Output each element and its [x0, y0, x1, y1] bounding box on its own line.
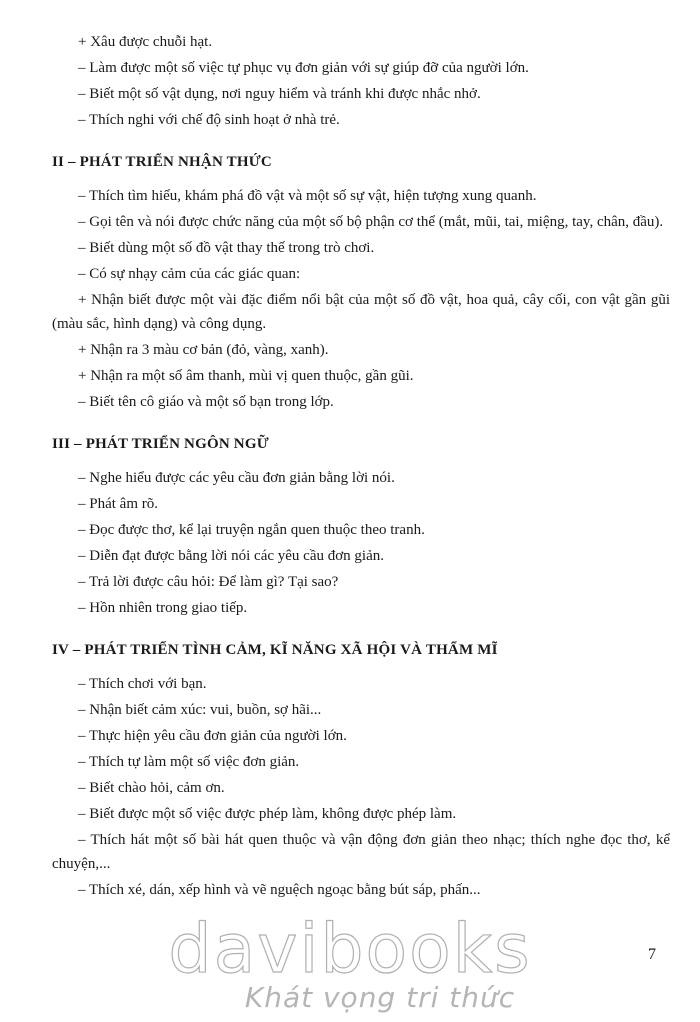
list-item: + Nhận ra 3 màu cơ bản (đỏ, vàng, xanh). [78, 342, 329, 358]
list-item: – Thích nghi với chế độ sinh hoạt ở nhà trẻ. [78, 112, 340, 128]
section-social-emotional-development [52, 638, 670, 902]
list-item: – Diễn đạt được bằng lời nói các yêu cầu đơn giản. [78, 548, 384, 564]
list-item: – Làm được một số việc tự phục vụ đơn giản với sự giúp đỡ của người lớn. [78, 60, 529, 76]
list-item: – Biết tên cô giáo và một số bạn trong lớp. [78, 394, 334, 410]
list-item: – Biết được một số việc được phép làm, không được phép làm. [78, 806, 457, 822]
list-item: – Biết dùng một số đồ vật thay thế trong trò chơi. [78, 240, 375, 256]
list-item: – Nghe hiểu được các yêu cầu đơn giản bằng lời nói. [78, 470, 395, 486]
list-item: – Thích tự làm một số việc đơn giản. [78, 754, 300, 770]
list-item: – Hồn nhiên trong giao tiếp. [78, 600, 248, 616]
section-language-development [52, 432, 670, 620]
list-item: – Thích xé, dán, xếp hình và vẽ nguệch ngoạc bằng bút sáp, phấn... [78, 882, 481, 898]
list-item: + Xâu được chuỗi hạt. [78, 34, 213, 50]
list-item: – Nhận biết cảm xúc: vui, buồn, sợ hãi... [78, 702, 322, 718]
section-heading: IV – PHÁT TRIỂN TÌNH CẢM, KĨ NĂNG XÃ HỘI VÀ THẨM MĨ [52, 642, 498, 658]
section-heading: II – PHÁT TRIỂN NHẬN THỨC [52, 154, 272, 170]
list-item: + Nhận biết được một vài đặc điểm nổi bật của một số đồ vật, hoa quả, cây cối, con vật gần gũi (màu sắc, hình dạng) và công dụng. [52, 292, 670, 332]
page-content [52, 30, 670, 904]
page-number: 7 [648, 946, 656, 963]
watermark [0, 912, 700, 1022]
list-item: – Thích chơi với bạn. [78, 676, 207, 692]
watermark-tagline: Khát vọng tri thức [244, 981, 516, 1014]
list-item: – Phát âm rõ. [78, 496, 158, 512]
list-item: + Nhận ra một số âm thanh, mùi vị quen thuộc, gần gũi. [78, 368, 414, 384]
list-item: – Trả lời được câu hỏi: Để làm gì? Tại sao? [78, 574, 339, 590]
section-cognitive-development [52, 150, 670, 414]
list-item: – Biết chào hỏi, cảm ơn. [78, 780, 225, 796]
section-heading: III – PHÁT TRIỂN NGÔN NGỮ [52, 436, 269, 452]
list-item: – Thích tìm hiểu, khám phá đồ vật và một số sự vật, hiện tượng xung quanh. [78, 188, 537, 204]
list-item: – Thực hiện yêu cầu đơn giản của người lớn. [78, 728, 347, 744]
watermark-brand: davibooks [168, 910, 532, 989]
section-top [52, 30, 670, 132]
list-item: – Đọc được thơ, kể lại truyện ngắn quen thuộc theo tranh. [78, 522, 425, 538]
list-item: – Biết một số vật dụng, nơi nguy hiểm và tránh khi được nhắc nhở. [78, 86, 481, 102]
list-item: – Có sự nhạy cảm của các giác quan: [78, 266, 301, 282]
list-item: – Thích hát một số bài hát quen thuộc và vận động đơn giản theo nhạc; thích nghe đọc thơ, kể chuyện,... [52, 832, 670, 872]
list-item: – Gọi tên và nói được chức năng của một số bộ phận cơ thể (mắt, mũi, tai, miệng, tay, chân, đầu). [78, 214, 664, 230]
